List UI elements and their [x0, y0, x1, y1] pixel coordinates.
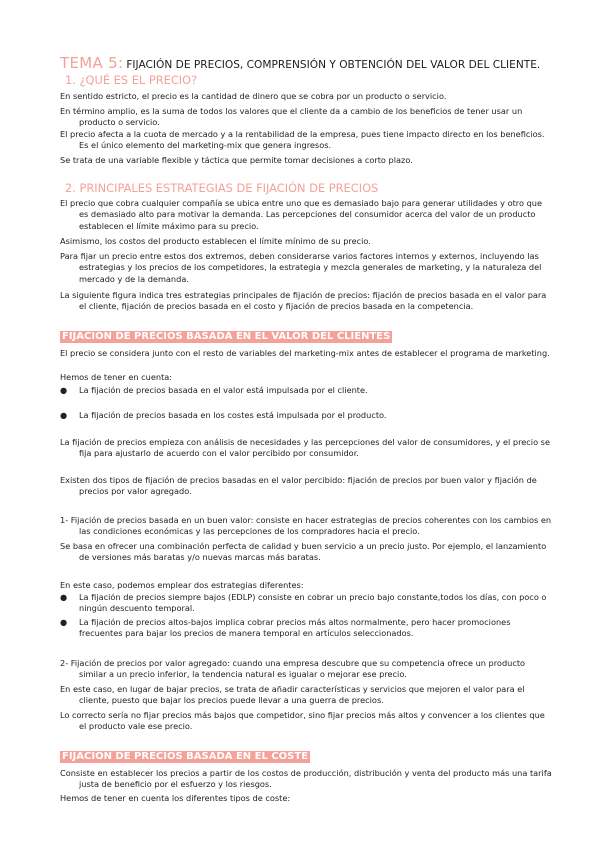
- section2-heading: 2. PRINCIPALES ESTRATEGIAS DE FIJACIÓN DE PRECIOS: [65, 181, 379, 195]
- section3-paragraph: La fijación de precios empieza con análisis de necesidades y las percepciones del valor de consumidores, y el precio se fija para ajustarlo de acuerdo con el valor percibido por consumidor.: [60, 437, 550, 459]
- list-item: [60, 617, 552, 640]
- section2-paragraph: Asimismo, los costos del producto establecen el límite mínimo de su precio.: [60, 236, 371, 246]
- section3-paragraph: 2- Fijación de precios por valor agregado: cuando una empresa descubre que su competencia ofrece un producto similar a un precio inferior, la tendencia natural es igualar o mejorar ese precio.: [60, 658, 526, 680]
- section3-paragraph: Hemos de tener en cuenta:: [60, 372, 173, 382]
- section1-paragraph: En sentido estricto, el precio es la cantidad de dinero que se cobra por un producto o servicio.: [60, 91, 447, 101]
- section3-paragraph: En este caso, podemos emplear dos estrategias diferentes:: [60, 580, 304, 590]
- list-item: [60, 410, 552, 421]
- section3-paragraph: Existen dos tipos de fijación de precios basadas en el valor percibido: fijación de precios por buen valor y fijación de precios por valor agregado.: [60, 475, 537, 497]
- section3-paragraph: Lo correcto sería no fijar precios más bajos que competidor, sino fijar precios más altos y convencer a los clientes que el producto vale ese precio.: [60, 710, 545, 732]
- bullet-icon: ●: [60, 617, 68, 627]
- bullet-icon: ●: [60, 592, 68, 602]
- list-item: [60, 385, 552, 396]
- document-title: [60, 53, 540, 72]
- section2-paragraph: El precio que cobra cualquier compañía se ubica entre uno que es demasiado bajo para generar utilidades y otro que es demasiado alto para motivar la demanda. Las percepciones del consumidor acerca del valor de un producto establecen el límite máximo para su precio.: [60, 198, 543, 231]
- bullet-icon: ●: [60, 385, 68, 395]
- bullet-text: La fijación de precios basada en el valor está impulsada por el cliente.: [79, 385, 368, 395]
- section2-paragraph: La siguiente figura indica tres estrategias principales de fijación de precios: fijación de precios basada en el valor para el cliente, fijación de precios basada en el costo y fijación de precios basada en la competencia.: [60, 290, 547, 312]
- section3-heading: FIJACIÓN DE PRECIOS BASADA EN EL VALOR DEL CLIENTES: [62, 331, 391, 342]
- section1-heading: 1. ¿QUÉ ES EL PRECIO?: [65, 73, 198, 87]
- section2-paragraph: Para fijar un precio entre estos dos extremos, deben considerarse varios factores internos y externos, incluyendo las estrategias y los precios de los competidores, la estrategia y mezcla generales de marketing, y la naturaleza del mercado y de la demanda.: [60, 251, 542, 284]
- bullet-text: La fijación de precios altos-bajos implica cobrar precios más altos normalmente, pero hacer promociones frecuentes para bajar los precios de manera temporal en artículos seleccionados.: [79, 617, 511, 639]
- section4-paragraph: Hemos de tener en cuenta los diferentes tipos de coste:: [60, 793, 291, 803]
- bullet-text: La fijación de precios basada en los costes está impulsada por el producto.: [79, 410, 387, 420]
- section1-paragraph: Se trata de una variable flexible y táctica que permite tomar decisiones a corto plazo.: [60, 155, 413, 165]
- section1-paragraph: El precio afecta a la cuota de mercado y a la rentabilidad de la empresa, pues tiene impacto directo en los beneficios. Es el único elemento del marketing-mix que genera ingresos.: [60, 129, 545, 151]
- title-main: FIJACIÓN DE PRECIOS, COMPRENSIÓN Y OBTENCIÓN DEL VALOR DEL CLIENTE.: [126, 59, 541, 71]
- list-item: [60, 592, 552, 615]
- bullet-text: La fijación de precios siempre bajos (EDLP) consiste en cobrar un precio bajo constante,todos los días, con poco o ningún descuento temporal.: [79, 592, 547, 614]
- title-prefix: TEMA 5:: [60, 54, 124, 72]
- section3-paragraph: 1- Fijación de precios basada en un buen valor: consiste en hacer estrategias de precios coherentes con los cambios en las condiciones económicas y las percepciones de los compradores hacia el precio.: [60, 515, 552, 537]
- section3-paragraph: Se basa en ofrecer una combinación perfecta de calidad y buen servicio a un precio justo. Por ejemplo, el lanzamiento de versiones más baratas y/o nuevas marcas más baratas.: [60, 541, 547, 563]
- section4-heading: FIJACIÓN DE PRECIOS BASADA EN EL COSTE: [62, 751, 309, 762]
- section1-paragraph: En término amplio, es la suma de todos los valores que el cliente da a cambio de los beneficios de tener usar un producto o servicio.: [60, 106, 523, 128]
- section4-paragraph: Consiste en establecer los precios a partir de los costos de producción, distribución y venta del producto más una tarifa justa de beneficio por el esfuerzo y los riesgos.: [60, 768, 552, 790]
- section3-paragraph: El precio se considera junto con el resto de variables del marketing-mix antes de establecer el programa de marketing.: [60, 348, 550, 358]
- section3-paragraph: En este caso, en lugar de bajar precios, se trata de añadir características y servicios que mejoren el valor para el cliente, puesto que bajar los precios puede llevar a una guerra de precios.: [60, 684, 525, 706]
- bullet-icon: ●: [60, 410, 68, 420]
